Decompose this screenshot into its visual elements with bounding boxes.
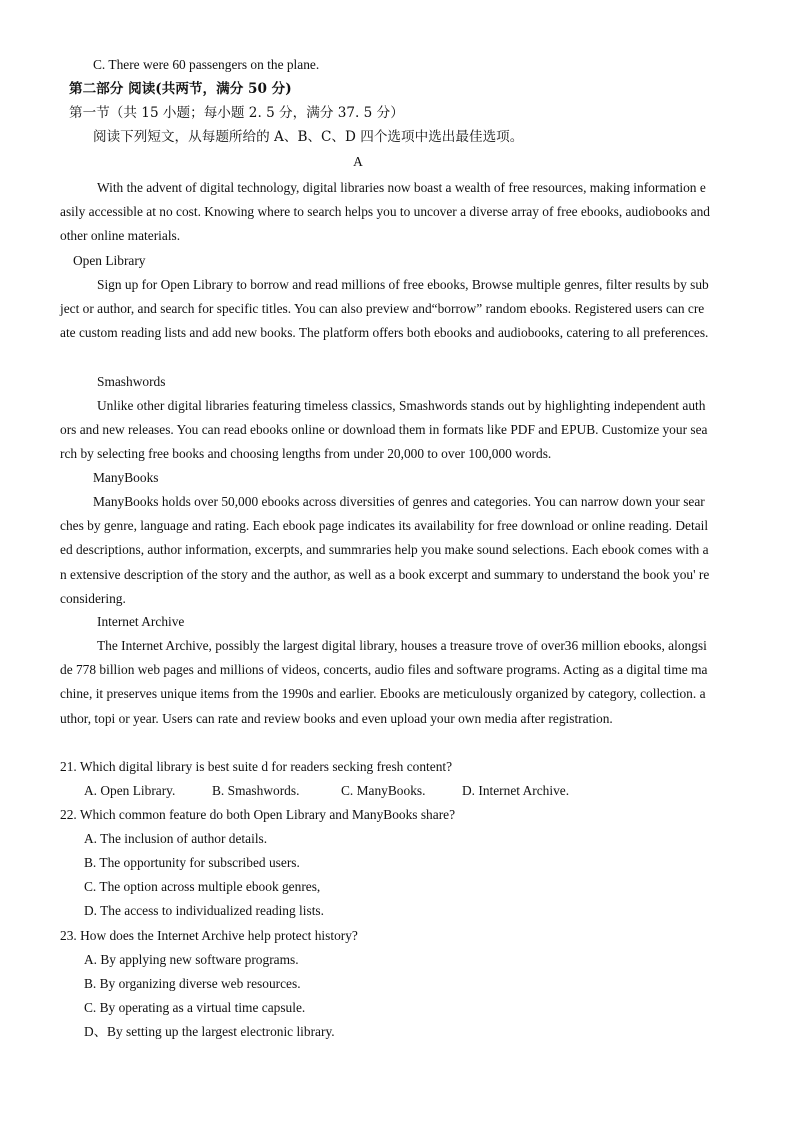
library-heading-smashwords: Smashwords (97, 374, 166, 389)
question-22-option-b[interactable]: B. The opportunity for subscribed users. (84, 855, 300, 870)
library-body-smashwords: Unlike other digital libraries featuring timeless classics, Smashwords stands out by highlighting independent authors and new releases. You can read ebooks online or download them in formats like PDF and EPUB. Customize your search by selecting free books and choosing lengths from under 20,000 to over 100,000 words. (60, 398, 708, 462)
question-21-stem: 21. Which digital library is best suite d for readers secking fresh content? (60, 759, 453, 774)
library-heading-internet-archive: Internet Archive (97, 614, 185, 629)
question-22-stem: 22. Which common feature do both Open Library and ManyBooks share? (60, 807, 456, 822)
question-21-option-a[interactable]: A. Open Library. (84, 783, 176, 798)
question-22-option-c[interactable]: C. The option across multiple ebook genres, (84, 879, 321, 894)
question-21-option-b[interactable]: B. Smashwords. (212, 783, 300, 798)
section-header: 第二部分 阅读(共两节，满分 50 分) (69, 81, 292, 97)
previous-option-c: C. There were 60 passengers on the plane. (93, 57, 320, 72)
library-body-manybooks: ManyBooks holds over 50,000 ebooks across diversities of genres and categories. You can narrow down your searches by genre, language and rating. Each ebook page indicates its availability for free download or online reading. Detailed descriptions, author information, excerpts, and summraries help you make sound selections. Each ebook comes with an extensive description of the story and the author, as well as a book excerpt and summary to understand the book you' re considering. (60, 494, 710, 606)
question-22-option-d[interactable]: D. The access to individualized reading lists. (84, 903, 324, 918)
question-21-option-d[interactable]: D. Internet Archive. (462, 783, 570, 798)
question-22-option-a[interactable]: A. The inclusion of author details. (84, 831, 268, 846)
question-23-option-a[interactable]: A. By applying new software programs. (84, 952, 299, 967)
question-23-option-d[interactable]: D、By setting up the largest electronic library. (84, 1024, 335, 1039)
question-21-option-c[interactable]: C. ManyBooks. (341, 783, 426, 798)
question-23-option-b[interactable]: B. By organizing diverse web resources. (84, 976, 301, 991)
library-heading-open-library: Open Library (73, 253, 146, 268)
passage-label: A (353, 154, 363, 169)
intro-paragraph: With the advent of digital technology, digital libraries now boast a wealth of free resources, making information easily accessible at no cost. Knowing where to search helps you to uncover a diverse array of free ebooks, audiobooks and other online materials. (60, 180, 710, 244)
question-23-option-c[interactable]: C. By operating as a virtual time capsule. (84, 1000, 306, 1015)
instruction-text: 阅读下列短文，从每题所给的 A、B、C、D 四个选项中选出最佳选项。 (93, 129, 524, 145)
library-body-internet-archive: The Internet Archive, possibly the largest digital library, houses a treasure trove of over36 million ebooks, alongside 778 billion web pages and millions of videos, concerts, audio files and software programs. Acting as a digital time machine, it preserves unique items from the 1990s and earlier. Ebooks are meticulously organized by category, collection. author, topi or year. Users can rate and review books and even upload your own media after registration. (60, 638, 708, 726)
subsection-header: 第一节（共 15 小题；每小题 2. 5 分，满分 37. 5 分） (69, 105, 404, 121)
library-heading-manybooks: ManyBooks (93, 470, 159, 485)
question-23-stem: 23. How does the Internet Archive help protect history? (60, 928, 358, 943)
library-body-open-library: Sign up for Open Library to borrow and read millions of free ebooks, Browse multiple genres, filter results by subject or author, and search for specific titles. You can also preview and“borrow” random ebooks. Registered users can create custom reading lists and add new books. The platform offers both ebooks and audiobooks, catering to all preferences. (60, 277, 709, 341)
